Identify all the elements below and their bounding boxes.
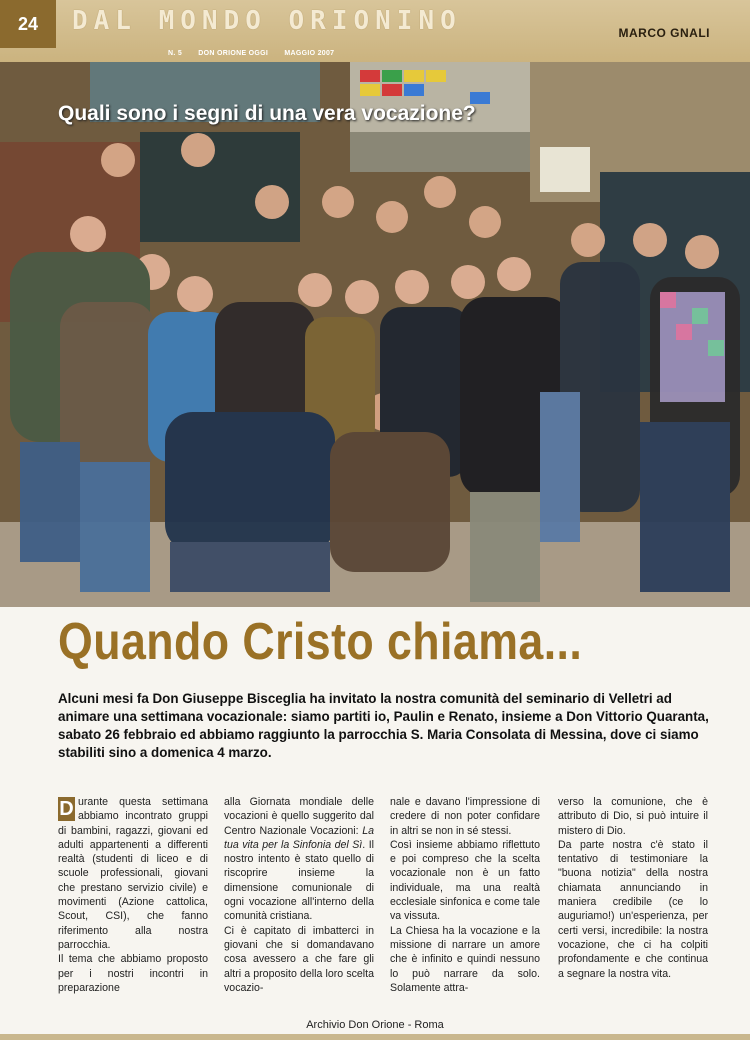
archive-footer: Archivio Don Orione - Roma <box>306 1019 444 1031</box>
paragraph: Da parte nostra c'è stato il tentativo di testimoniare la "buona notizia" della nostra chiamata annunciando in maniera credibile (ce lo auguriamo!) un'esperienza, per certi versi, incredibile: la nostra vocazione, che ci ha colpiti profondamente e che continua a segnare la nostra vita. <box>558 838 708 980</box>
group-photo-illustration <box>0 62 750 607</box>
article-column-3 <box>390 795 540 995</box>
photo-caption: Quali sono i segni di una vera vocazione? <box>58 102 476 125</box>
article-column-1 <box>58 795 208 995</box>
article-column-2 <box>224 795 374 995</box>
issue-date: MAGGIO 2007 <box>284 50 335 57</box>
paragraph: La Chiesa ha la vocazione e la missione di narrare un amore che è infinito e quindi nessuno lo può narrare da solo. Solamente attra- <box>390 924 540 994</box>
paragraph: Così insieme abbiamo riflettuto e poi compreso che la scelta vocazionale non è un fatto individuale, ma una realtà ecclesiale sinfonica e come tale va vissuta. <box>390 838 540 923</box>
group-photo <box>0 62 750 607</box>
article-lead: Alcuni mesi fa Don Giuseppe Bisceglia ha invitato la nostra comunità del seminario di Velletri ad animare una settimana vocazionale: siamo partiti io, Paulin e Renato, insieme a Don Vittorio Quaranta, sabato 26 febbraio ed abbiamo raggiunto la parrocchia S. Maria Consolata di Messina, dove ci siamo stabiliti sino a domenica 4 marzo. <box>58 691 709 760</box>
article-headline: Quando Cristo chiama... <box>58 613 583 671</box>
paragraph-text: alla Giornata mondiale delle vocazioni è quello suggerito dal Centro Nazionale Vocazioni: <box>224 796 374 837</box>
paragraph <box>58 795 208 952</box>
paragraph: nale e davano l'impressione di credere di non poter confidare in altri se non in sé stessi. <box>390 796 540 837</box>
drop-cap: D <box>59 798 74 820</box>
issue-line <box>168 50 348 57</box>
section-title: DAL MONDO ORIONINO <box>72 6 462 36</box>
paragraph <box>224 795 374 924</box>
paragraph-text: urante questa settimana abbiamo incontrato gruppi di bambini, ragazzi, giovani ed adulti appartenenti a differenti realtà (studenti di liceo e di scuole professionali, giovani che prestano servizio civile) e movimenti (Azione cattolica, Scout, CSI), che fanno riferimento alla nostra parrocchia. <box>58 796 208 951</box>
page-number: 24 <box>0 0 56 48</box>
page-header <box>0 0 750 62</box>
issue-number: N. 5 <box>168 50 183 57</box>
footer-band <box>0 1034 750 1040</box>
paragraph: verso la comunione, che è attributo di Dio, si può intuire il mistero di Dio. <box>558 796 708 837</box>
paragraph: Il tema che abbiamo proposto per i nostri incontri in preparazione <box>58 953 208 994</box>
article-column-4 <box>558 795 708 981</box>
event-title: La tua vita per la Sinfonia del Sì <box>224 824 374 851</box>
magazine-name: DON ORIONE OGGI <box>198 50 269 57</box>
author-name: MARCO GNALI <box>618 26 710 40</box>
paragraph: Ci è capitato di imbatterci in giovani che si domandavano cosa avessero a che fare gli altri a proposito della loro scelta vocazio- <box>224 924 374 994</box>
paragraph-text: . Il nostro intento è stato quello di riscoprire insieme la dimensione comunionale di ogni vocazione all'interno della comunità cristiana. <box>224 838 374 923</box>
